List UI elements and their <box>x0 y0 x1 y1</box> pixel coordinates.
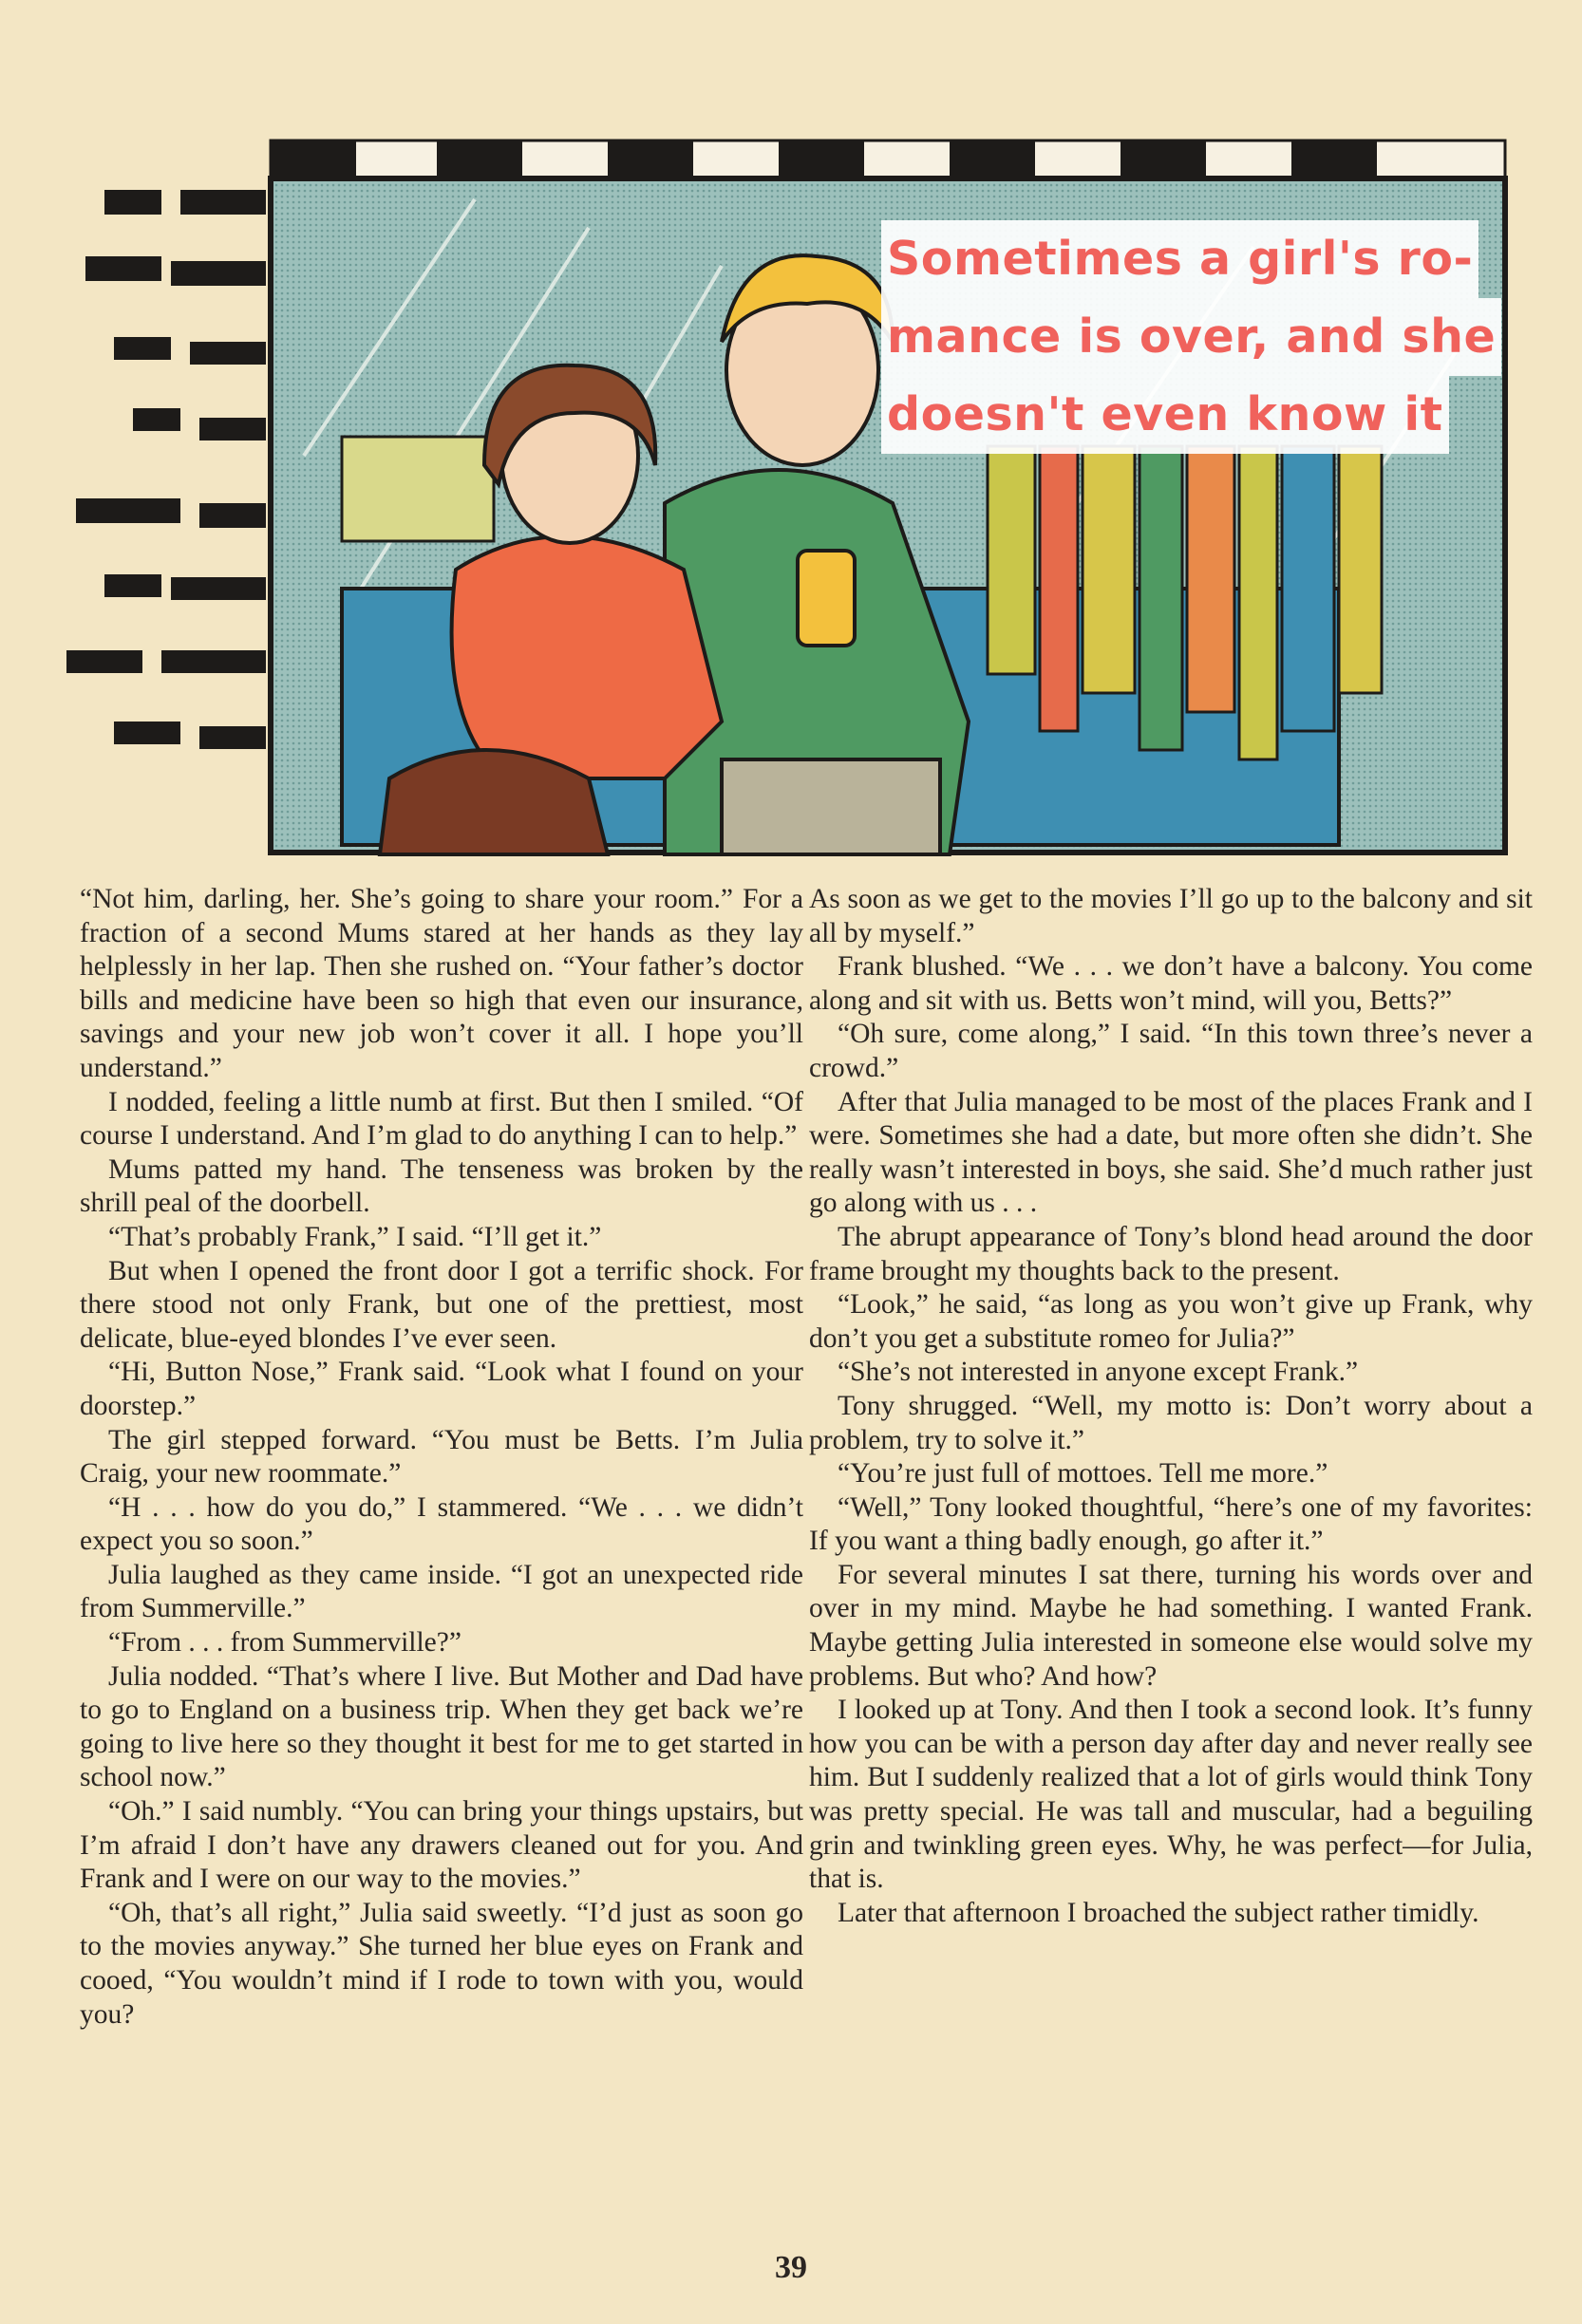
paragraph: “That’s probably Frank,” I said. “I’ll get it.” <box>108 1221 602 1252</box>
paragraph: “Hi, Button Nose,” Frank said. “Look what I found on your doorstep.” <box>80 1357 803 1421</box>
paragraph: Julia nodded. “That’s where I live. But Mother and Dad have to go to England on a business trip. When they get back we’re going to live here so they thought it best for me to get started in school now.” <box>80 1660 803 1793</box>
paragraph: “Well,” Tony looked thoughtful, “here’s one of my favorites: If you want a thing badly enough, go after it.” <box>809 1491 1533 1557</box>
page-number: 39 <box>775 2250 807 2285</box>
caption-line: doesn't even know it <box>881 376 1449 454</box>
caption-line: mance is over, and she <box>881 298 1501 376</box>
paragraph: Mums patted my hand. The tenseness was broken by the shrill peal of the doorbell. <box>80 1153 803 1219</box>
paragraph: Frank blushed. “We . . . we don’t have a balcony. You come along and sit with us. Betts won’t mind, will you, Betts?” <box>809 951 1533 1016</box>
paragraph: “From . . . from Summerville?” <box>108 1627 461 1659</box>
paragraph: The girl stepped forward. “You must be Betts. I’m Julia Craig, your new roommate.” <box>80 1424 803 1490</box>
left-text-column <box>80 883 803 2032</box>
paragraph: “Oh sure, come along,” I said. “In this town three’s never a crowd.” <box>809 1019 1533 1083</box>
paragraph: The abrupt appearance of Tony’s blond head around the door frame brought my thoughts back to the present. <box>809 1221 1533 1286</box>
illustration-caption <box>881 220 1498 454</box>
paragraph: I looked up at Tony. And then I took a second look. It’s funny how you can be with a person day after day and never really see him. But I suddenly realized that a lot of girls would think Tony was pretty special. He was tall and muscular, had a beguiling grin and twinkling green eyes. Why, he was perfect—for Julia, that is. <box>809 1695 1533 1895</box>
story-illustration <box>57 57 1519 873</box>
paragraph: As soon as we get to the movies I’ll go up to the balcony and sit all by myself.” <box>809 884 1533 948</box>
paragraph: I nodded, feeling a little numb at first. But then I smiled. “Of course I understand. And I’m glad to do anything I can to help.” <box>80 1086 803 1152</box>
right-text-column <box>809 883 1533 1930</box>
paragraph: “She’s not interested in anyone except Frank.” <box>838 1357 1359 1388</box>
paragraph: “Oh.” I said numbly. “You can bring your things upstairs, but I’m afraid I don’t have any drawers cleaned out for you. And Frank and I were on our way to the movies.” <box>80 1796 803 1895</box>
paragraph: Julia laughed as they came inside. “I got an unexpected ride from Summerville.” <box>80 1559 803 1624</box>
paragraph: Tony shrugged. “Well, my motto is: Don’t worry about a problem, try to solve it.” <box>809 1390 1533 1455</box>
brick-wall <box>66 190 266 749</box>
paragraph: Later that afternoon I broached the subject rather timidly. <box>838 1897 1479 1928</box>
awning-stripes <box>271 141 1505 178</box>
paragraph: “Look,” he said, “as long as you won’t give up Frank, why don’t you get a substitute romeo for Julia?” <box>809 1289 1533 1354</box>
paragraph: For several minutes I sat there, turning his words over and over in my mind. Maybe he had something. I wanted Frank. Maybe getting Julia interested in someone else would solve my problems. But who? And how? <box>809 1559 1533 1692</box>
paragraph: “You’re just full of mottoes. Tell me more.” <box>838 1458 1328 1490</box>
caption-line: Sometimes a girl's ro- <box>881 220 1478 298</box>
paragraph: “H . . . how do you do,” I stammered. “We . . . we didn’t expect you so soon.” <box>80 1491 803 1557</box>
paragraph: But when I opened the front door I got a terrific shock. For there stood not only Frank, but one of the prettiest, most delicate, blue-eyed blondes I’ve ever seen. <box>80 1255 803 1354</box>
paragraph: “Oh, that’s all right,” Julia said sweetly. “I’d just as soon go to the movies anyway.” She turned her blue eyes on Frank and cooed, “You wouldn’t mind if I rode to town with you, would you? <box>80 1897 803 2030</box>
paragraph: After that Julia managed to be most of the places Frank and I were. Sometimes she had a date, but more often she didn’t. She really wasn’t interested in boys, she said. She’d much rather just go along with us . . . <box>809 1086 1533 1219</box>
paragraph: “Not him, darling, her. She’s going to share your room.” For a fraction of a second Mums stared at her hands as they lay helplessly in her lap. Then she rushed on. “Your father’s doctor bills and medicine have been so high that even our insurance, savings and your new job won’t cover it all. I hope you’ll understand.” <box>80 884 803 1083</box>
